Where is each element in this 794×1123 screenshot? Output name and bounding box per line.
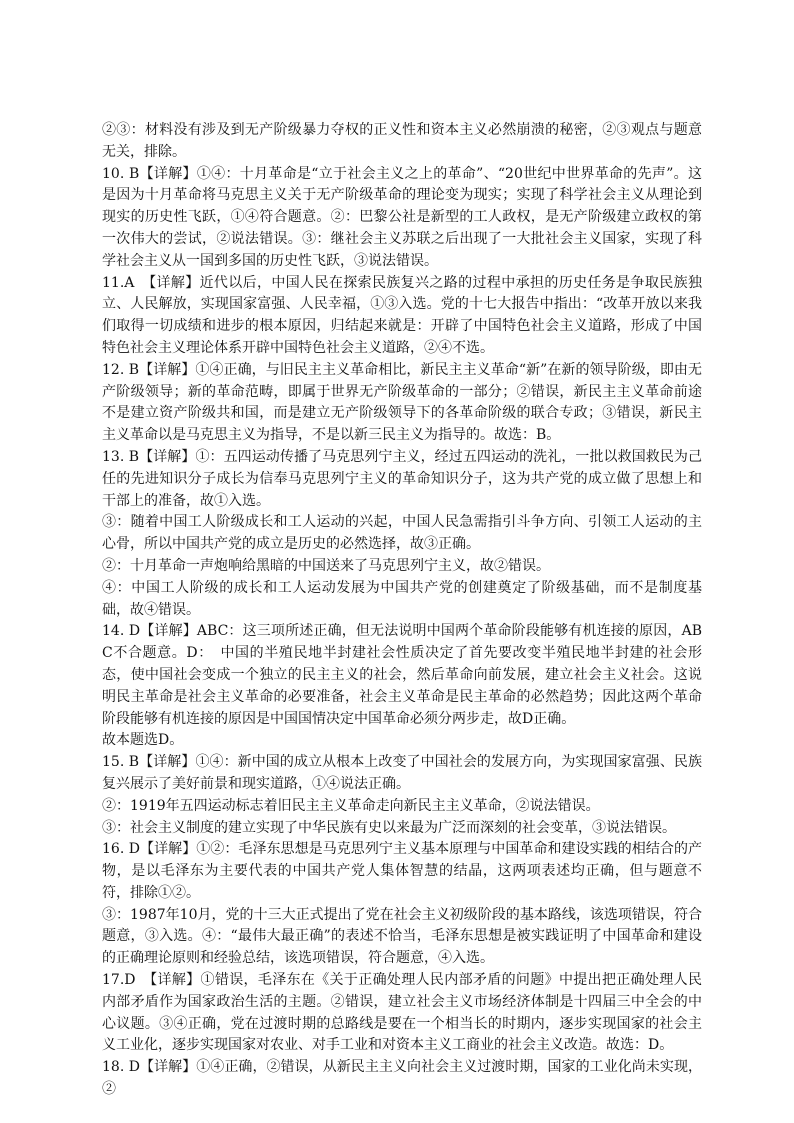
answer-16: 16. D【详解】①②：毛泽东思想是马克思列宁主义基本原理与中国革命和建设实践的相结合的产物，是以毛泽东为主要代表的中国共产党人集体智慧的结晶，这两项表述均正确，但与题意不符，排除①②。: [102, 841, 702, 901]
answer-14-conclusion: 故本题选D。: [102, 732, 184, 749]
answer-16-points-3-4: ③：1987年10月，党的十三大正式提出了党在社会主义初级阶段的基本路线，该选项错误，符合题意，③入选。④：“最伟大最正确”的表述不恰当，毛泽东思想是被实践证明了中国革命和建设的正确理论原则和经验总结，该选项错误，符合题意，④入选。: [102, 906, 702, 967]
answer-15-point-3: ③：社会主义制度的建立实现了中华民族有史以来最为广泛而深刻的社会变革，③说法错误。: [102, 819, 676, 836]
answer-15-point-2: ②：1919年五四运动标志着旧民主主义革命走向新民主主义革命，②说法错误。: [102, 797, 600, 814]
answer-18: 18. D【详解】①④正确，②错误，从新民主主义向社会主义过渡时期，国家的工业化尚未实现，②: [102, 1059, 702, 1098]
answer-17: 17.D 【详解】①错误，毛泽东在《关于正确处理人民内部矛盾的问题》中提出把正确处理人民内部矛盾作为国家政治生活的主题。②错误，建立社会主义市场经济体制是十四届三中全会的中心议题。③④正确，党在过渡时期的总路线是要在一个相当长的时期内，逐步实现国家的社会主义工业化，逐步实现国家对农业、对手工业和对资本主义工商业的社会主义改造。故选：D。: [102, 972, 702, 1054]
answer-13-point-2: ②：十月革命一声炮响给黑暗的中国送来了马克思列宁主义，故②错误。: [102, 557, 550, 574]
answer-15: 15. B【详解】①④：新中国的成立从根本上改变了中国社会的发展方向，为实现国家富强、民族复兴展示了美好前景和现实道路，①④说法正确。: [102, 754, 702, 792]
answer-14: 14. D【详解】ABC：这三项所述正确，但无法说明中国两个革命阶段能够有机连接的原因，ABC不合题意。D： 中国的半殖民地半封建社会性质决定了首先要改变半殖民地半封建的社会形态，使中国社会变成一个独立的民主主义的社会，然后革命向前发展，建立社会主义社会。这说明民主革命是社会主义革命的必要准备，社会主义革命是民主革命的必然趋势；因此这两个革命阶段能够有机连接的原因是中国国情决定中国革命必须分两步走，故D正确。: [102, 623, 702, 727]
paragraph-continuation: ②③：材料没有涉及到无产阶级暴力夺权的正义性和资本主义必然崩溃的秘密，②③观点与题意无关，排除。: [102, 122, 702, 160]
answer-document: [102, 120, 702, 1101]
answer-13-point-4: ④：中国工人阶级的成长和工人运动发展为中国共产党的创建奠定了阶级基础，而不是制度基础，故④错误。: [102, 579, 702, 618]
answer-13-point-3: ③：随着中国工人阶级成长和工人运动的兴起，中国人民急需指引斗争方向、引领工人运动的主心骨，所以中国共产党的成立是历史的必然选择，故③正确。: [102, 514, 702, 553]
answer-10: 10. B【详解】①④：十月革命是“立于社会主义之上的革命”、“20世纪中世界革命的先声”。这是因为十月革命将马克思主义关于无产阶级革命的理论变为现实；实现了科学社会主义从理论到现实的历史性飞跃，①④符合题意。②：巴黎公社是新型的工人政权，是无产阶级建立政权的第一次伟大的尝试，②说法错误。③：继社会主义苏联之后出现了一大批社会主义国家，实现了科学社会主义从一国到多国的历史性飞跃，③说法错误。: [102, 165, 702, 269]
answer-12: 12. B【详解】①④正确，与旧民主主义革命相比，新民主主义革命“新”在新的领导阶级，即由无产阶级领导；新的革命范畴，即属于世界无产阶级革命的一部分；②错误，新民主主义革命前途不是建立资产阶级共和国，而是建立无产阶级领导下的各革命阶级的联合专政；③错误，新民主主义革命以是马克思主义为指导，不是以新三民主义为指导的。故选：B。: [102, 361, 702, 444]
answer-11: 11.A 【详解】近代以后，中国人民在探索民族复兴之路的过程中承担的历史任务是争取民族独立、人民解放，实现国家富强、人民幸福，①③入选。党的十七大报告中指出：“改革开放以来我们取得一切成绩和进步的根本原因，归结起来就是：开辟了中国特色社会主义道路，形成了中国特色社会主义理论体系开辟中国特色社会主义道路，②④不选。: [102, 274, 702, 356]
answer-13: 13. B【详解】①：五四运动传播了马克思列宁主义，经过五四运动的洗礼，一批以救国救民为己任的先进知识分子成长为信奉马克思列宁主义的革命知识分子，这为共产党的成立做了思想上和干部上的准备，故①入选。: [102, 448, 702, 509]
